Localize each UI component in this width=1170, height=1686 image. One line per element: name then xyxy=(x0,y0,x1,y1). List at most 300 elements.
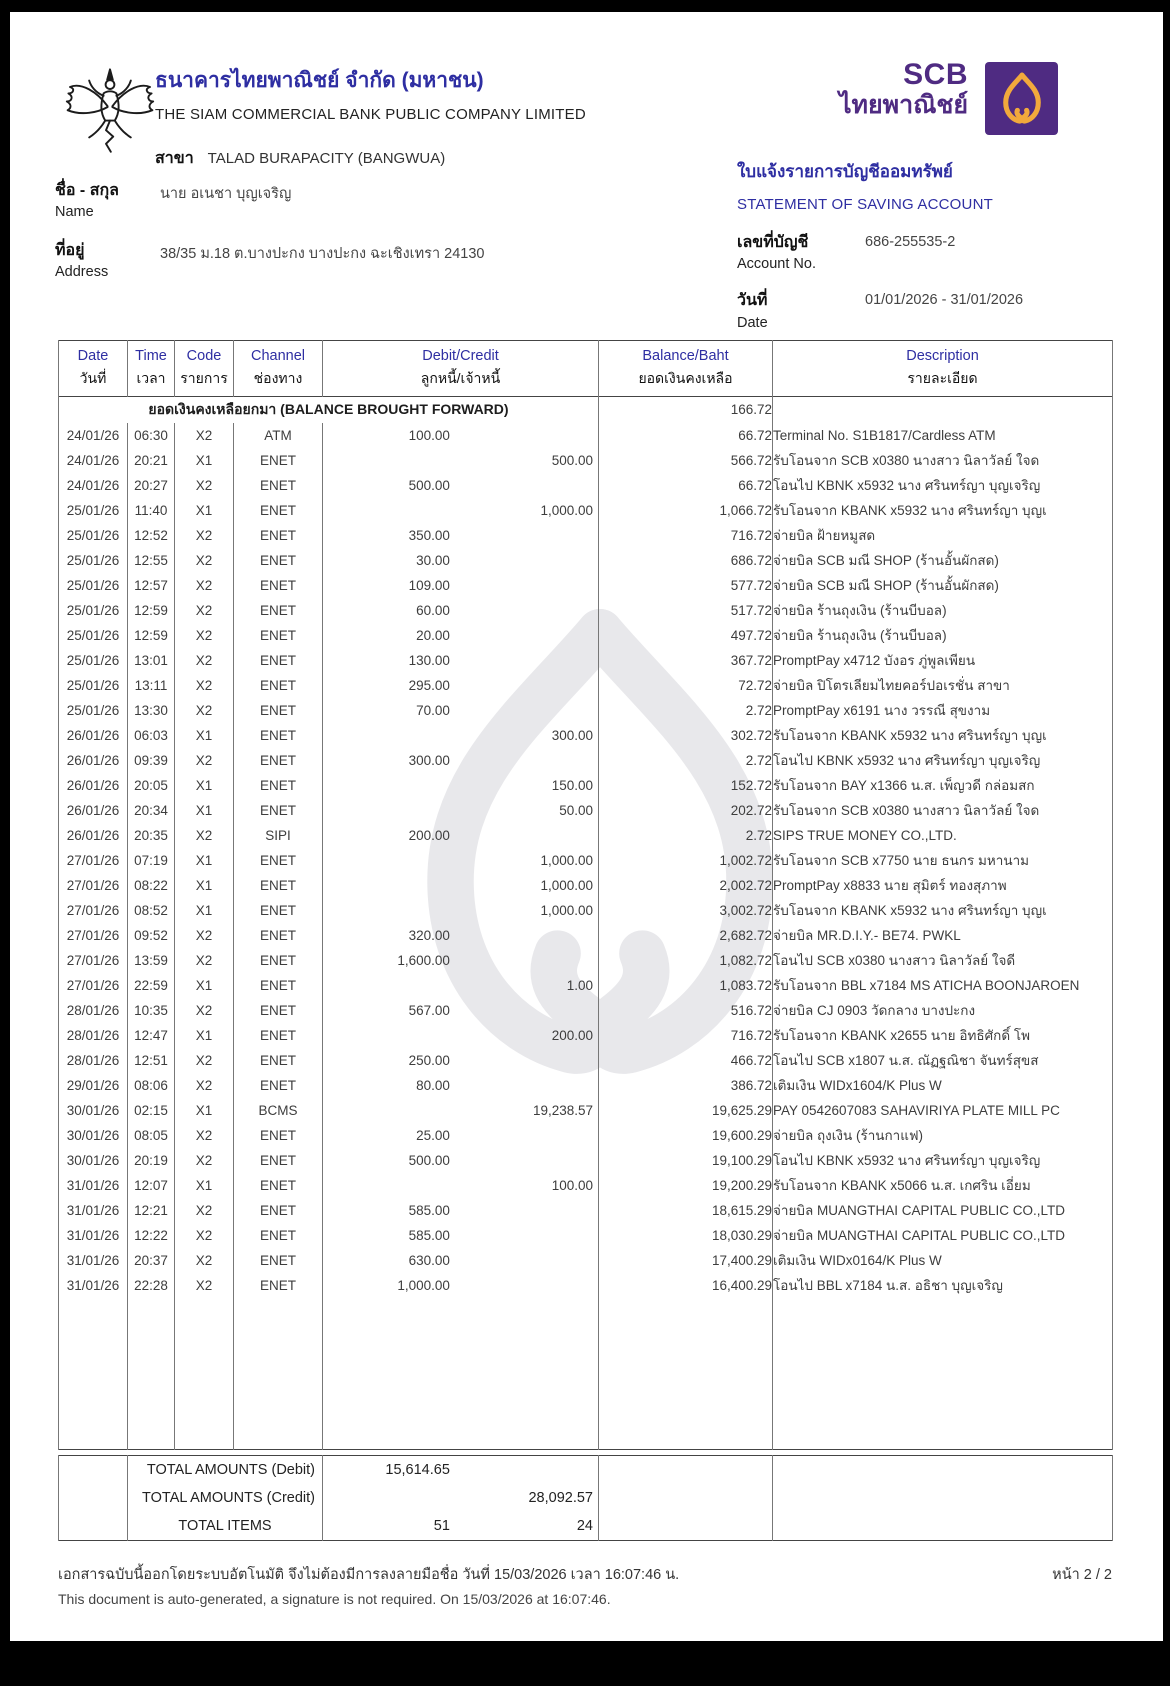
statement-title-thai: ใบแจ้งรายการบัญชีออมทรัพย์ xyxy=(737,162,953,181)
cell-time: 09:39 xyxy=(128,748,175,773)
debit-amount: 20.00 xyxy=(416,627,450,643)
cell-description: จ่ายบิล ถุงเงิน (ร้านกาแฟ) xyxy=(773,1123,1113,1148)
credit-amount xyxy=(450,828,598,843)
address-label-english: Address xyxy=(55,264,109,280)
debit-amount xyxy=(323,453,450,468)
credit-amount xyxy=(450,1228,598,1243)
footer-note-thai: เอกสารฉบับนี้ออกโดยระบบอัตโนมัติ จึงไม่ต้องมีการลงลายมือชื่อ วันที่ 15/03/2026 เวลา 16:07:46 น. xyxy=(58,1567,680,1583)
cell-description: PromptPay x4712 บังอร ภู่พูลเพียน xyxy=(773,648,1113,673)
debit-amount xyxy=(323,1103,450,1118)
cell-balance: 577.72 xyxy=(599,573,773,598)
cell-time: 20:05 xyxy=(128,773,175,798)
cell-debit-credit xyxy=(323,1098,599,1123)
cell-description: จ่ายบิล ฝ้ายหมูสด xyxy=(773,523,1113,548)
cell-time: 20:27 xyxy=(128,473,175,498)
table-row xyxy=(59,848,1113,873)
table-row xyxy=(59,1248,1113,1273)
debit-amount: 30.00 xyxy=(416,552,450,568)
cell-description: รับโอนจาก KBANK x2655 นาย อิทธิศักดิ์ โพ xyxy=(773,1023,1113,1048)
bank-name-english: THE SIAM COMMERCIAL BANK PUBLIC COMPANY LIMITED xyxy=(155,106,586,123)
cell-balance: 566.72 xyxy=(599,448,773,473)
table-row xyxy=(59,473,1113,498)
cell-date: 27/01/26 xyxy=(59,973,128,998)
cell-code: X1 xyxy=(175,773,234,798)
cell-balance: 2,002.72 xyxy=(599,873,773,898)
table-row xyxy=(59,598,1113,623)
table-row xyxy=(59,1123,1113,1148)
cell-description: โอนไป SCB x0380 นางสาว นิลาวัลย์ ใจดี xyxy=(773,948,1113,973)
branch-label: สาขา xyxy=(155,150,194,167)
cell-date: 29/01/26 xyxy=(59,1073,128,1098)
cell-balance: 19,100.29 xyxy=(599,1148,773,1173)
cell-description: PromptPay x8833 นาย สุมิตร์ ทองสุภาพ xyxy=(773,873,1113,898)
table-row xyxy=(59,648,1113,673)
cell-debit-credit xyxy=(323,1248,599,1273)
table-row xyxy=(59,448,1113,473)
cell-code: X2 xyxy=(175,1148,234,1173)
credit-amount xyxy=(450,628,598,643)
cell-time: 20:37 xyxy=(128,1248,175,1273)
cell-date: 25/01/26 xyxy=(59,548,128,573)
cell-date: 24/01/26 xyxy=(59,473,128,498)
cell-balance: 1,082.72 xyxy=(599,948,773,973)
cell-date: 26/01/26 xyxy=(59,798,128,823)
cell-time: 07:19 xyxy=(128,848,175,873)
cell-description: จ่ายบิล ร้านถุงเงิน (ร้านบีบอล) xyxy=(773,623,1113,648)
cell-time: 12:51 xyxy=(128,1048,175,1073)
cell-channel: ENET xyxy=(234,573,323,598)
cell-date: 30/01/26 xyxy=(59,1123,128,1148)
name-label-thai: ชื่อ - สกุล xyxy=(55,182,119,199)
cell-balance: 466.72 xyxy=(599,1048,773,1073)
column-header-code: Code รายการ xyxy=(175,341,234,397)
debit-amount: 25.00 xyxy=(416,1127,450,1143)
cell-channel: ENET xyxy=(234,948,323,973)
cell-balance: 2.72 xyxy=(599,698,773,723)
table-row xyxy=(59,798,1113,823)
cell-channel: ATM xyxy=(234,423,323,448)
cell-date: 30/01/26 xyxy=(59,1148,128,1173)
cell-channel: ENET xyxy=(234,673,323,698)
credit-amount xyxy=(450,1153,598,1168)
credit-amount: 50.00 xyxy=(559,802,593,818)
cell-balance: 716.72 xyxy=(599,1023,773,1048)
cell-date: 25/01/26 xyxy=(59,523,128,548)
cell-channel: ENET xyxy=(234,1198,323,1223)
credit-amount: 150.00 xyxy=(551,777,593,793)
cell-time: 13:01 xyxy=(128,648,175,673)
cell-debit-credit xyxy=(323,423,599,448)
cell-balance: 686.72 xyxy=(599,548,773,573)
cell-time: 10:35 xyxy=(128,998,175,1023)
cell-balance: 72.72 xyxy=(599,673,773,698)
debit-amount: 300.00 xyxy=(408,752,450,768)
debit-amount: 70.00 xyxy=(416,702,450,718)
cell-code: X2 xyxy=(175,648,234,673)
table-row xyxy=(59,898,1113,923)
cell-balance: 19,625.29 xyxy=(599,1098,773,1123)
credit-amount xyxy=(450,578,598,593)
table-row xyxy=(59,1223,1113,1248)
cell-balance: 367.72 xyxy=(599,648,773,673)
statement-title-english: STATEMENT OF SAVING ACCOUNT xyxy=(737,196,993,213)
cell-debit-credit xyxy=(323,873,599,898)
cell-debit-credit xyxy=(323,923,599,948)
debit-amount xyxy=(323,778,450,793)
cell-debit-credit xyxy=(323,1273,599,1298)
cell-balance: 18,030.29 xyxy=(599,1223,773,1248)
credit-amount xyxy=(450,553,598,568)
cell-date: 31/01/26 xyxy=(59,1273,128,1298)
table-row xyxy=(59,1173,1113,1198)
cell-debit-credit xyxy=(323,1023,599,1048)
debit-amount xyxy=(323,803,450,818)
table-row xyxy=(59,498,1113,523)
cell-time: 12:52 xyxy=(128,523,175,548)
cell-code: X1 xyxy=(175,1098,234,1123)
cell-code: X1 xyxy=(175,498,234,523)
cell-time: 12:47 xyxy=(128,1023,175,1048)
footer-note-english: This document is auto-generated, a signature is not required. On 15/03/2026 at 16:07:46. xyxy=(58,1591,611,1607)
debit-amount: 630.00 xyxy=(408,1252,450,1268)
debit-amount: 109.00 xyxy=(408,577,450,593)
cell-description: รับโอนจาก SCB x0380 นางสาว นิลาวัลย์ ใจด xyxy=(773,448,1113,473)
credit-amount: 300.00 xyxy=(551,727,593,743)
cell-time: 20:19 xyxy=(128,1148,175,1173)
cell-time: 12:22 xyxy=(128,1223,175,1248)
cell-debit-credit xyxy=(323,623,599,648)
cell-time: 02:15 xyxy=(128,1098,175,1123)
cell-channel: ENET xyxy=(234,1148,323,1173)
cell-debit-credit xyxy=(323,748,599,773)
cell-balance: 1,083.72 xyxy=(599,973,773,998)
cell-debit-credit xyxy=(323,1073,599,1098)
date-label-thai: วันที่ xyxy=(737,292,768,309)
total-debit-label: TOTAL AMOUNTS (Debit) xyxy=(128,1456,323,1485)
cell-code: X2 xyxy=(175,573,234,598)
cell-time: 12:07 xyxy=(128,1173,175,1198)
cell-debit-credit xyxy=(323,473,599,498)
cell-code: X2 xyxy=(175,423,234,448)
date-label-english: Date xyxy=(737,315,768,331)
credit-amount xyxy=(450,1128,598,1143)
cell-code: X2 xyxy=(175,1273,234,1298)
credit-amount xyxy=(450,1053,598,1068)
credit-amount: 19,238.57 xyxy=(532,1102,593,1118)
cell-balance: 16,400.29 xyxy=(599,1273,773,1298)
account-number-value: 686-255535-2 xyxy=(865,234,956,250)
cell-balance: 516.72 xyxy=(599,998,773,1023)
debit-amount xyxy=(323,853,450,868)
cell-channel: ENET xyxy=(234,923,323,948)
credit-amount xyxy=(450,953,598,968)
cell-balance: 2.72 xyxy=(599,748,773,773)
cell-code: X2 xyxy=(175,698,234,723)
debit-amount: 200.00 xyxy=(408,827,450,843)
cell-channel: ENET xyxy=(234,873,323,898)
cell-date: 28/01/26 xyxy=(59,998,128,1023)
cell-description: เติมเงิน WIDx0164/K Plus W xyxy=(773,1248,1113,1273)
cell-code: X1 xyxy=(175,1023,234,1048)
cell-debit-credit xyxy=(323,773,599,798)
cell-code: X2 xyxy=(175,923,234,948)
cell-date: 27/01/26 xyxy=(59,948,128,973)
cell-description: PAY 0542607083 SAHAVIRIYA PLATE MILL PC xyxy=(773,1098,1113,1123)
cell-debit-credit xyxy=(323,1048,599,1073)
total-items-label: TOTAL ITEMS xyxy=(128,1512,323,1541)
debit-amount: 80.00 xyxy=(416,1077,450,1093)
cell-date: 28/01/26 xyxy=(59,1023,128,1048)
cell-balance: 1,002.72 xyxy=(599,848,773,873)
cell-description: โอนไป KBNK x5932 นาง ศรินทร์ญา บุญเจริญ xyxy=(773,473,1113,498)
cell-debit-credit xyxy=(323,498,599,523)
column-header-date: Date วันที่ xyxy=(59,341,128,397)
credit-amount xyxy=(450,678,598,693)
cell-debit-credit xyxy=(323,973,599,998)
table-row xyxy=(59,873,1113,898)
credit-amount: 1,000.00 xyxy=(540,902,593,918)
cell-time: 11:40 xyxy=(128,498,175,523)
column-header-balance-baht: Balance/Baht ยอดเงินคงเหลือ xyxy=(599,341,773,397)
table-row xyxy=(59,923,1113,948)
cell-date: 31/01/26 xyxy=(59,1198,128,1223)
cell-code: X1 xyxy=(175,873,234,898)
cell-time: 08:52 xyxy=(128,898,175,923)
table-header-row xyxy=(59,341,1113,397)
cell-channel: ENET xyxy=(234,598,323,623)
cell-date: 25/01/26 xyxy=(59,648,128,673)
cell-date: 25/01/26 xyxy=(59,498,128,523)
cell-code: X1 xyxy=(175,448,234,473)
statement-page xyxy=(10,12,1163,1641)
table-row xyxy=(59,748,1113,773)
debit-amount: 500.00 xyxy=(408,1152,450,1168)
cell-debit-credit xyxy=(323,598,599,623)
table-row xyxy=(59,1198,1113,1223)
cell-code: X2 xyxy=(175,1248,234,1273)
cell-code: X2 xyxy=(175,1123,234,1148)
total-items-row xyxy=(59,1512,1113,1541)
cell-channel: ENET xyxy=(234,623,323,648)
cell-channel: ENET xyxy=(234,548,323,573)
debit-amount xyxy=(323,903,450,918)
cell-channel: ENET xyxy=(234,698,323,723)
cell-code: X2 xyxy=(175,748,234,773)
cell-debit-credit xyxy=(323,1198,599,1223)
cell-debit-credit xyxy=(323,448,599,473)
cell-debit-credit xyxy=(323,998,599,1023)
cell-channel: ENET xyxy=(234,1048,323,1073)
credit-amount xyxy=(450,428,598,443)
cell-debit-credit xyxy=(323,573,599,598)
cell-description: จ่ายบิล MR.D.I.Y.- BE74. PWKL xyxy=(773,923,1113,948)
credit-amount: 1,000.00 xyxy=(540,852,593,868)
cell-description: รับโอนจาก SCB x0380 นางสาว นิลาวัลย์ ใจด xyxy=(773,798,1113,823)
credit-amount xyxy=(450,1253,598,1268)
cell-channel: ENET xyxy=(234,898,323,923)
cell-channel: ENET xyxy=(234,848,323,873)
cell-debit-credit xyxy=(323,1223,599,1248)
cell-description: จ่ายบิล ปิโตรเลียมไทยคอร์ปอเรชั่น สาขา xyxy=(773,673,1113,698)
table-row xyxy=(59,1073,1113,1098)
account-label-thai: เลขที่บัญชี xyxy=(737,234,809,251)
debit-amount xyxy=(323,503,450,518)
cell-balance: 497.72 xyxy=(599,623,773,648)
cell-channel: SIPI xyxy=(234,823,323,848)
cell-description: โอนไป KBNK x5932 นาง ศรินทร์ญา บุญเจริญ xyxy=(773,1148,1113,1173)
cell-date: 25/01/26 xyxy=(59,698,128,723)
credit-amount xyxy=(450,928,598,943)
table-row xyxy=(59,1098,1113,1123)
credit-amount xyxy=(450,753,598,768)
cell-channel: ENET xyxy=(234,1273,323,1298)
cell-channel: ENET xyxy=(234,998,323,1023)
credit-amount xyxy=(450,1003,598,1018)
debit-amount: 320.00 xyxy=(408,927,450,943)
cell-channel: ENET xyxy=(234,1123,323,1148)
cell-code: X2 xyxy=(175,1198,234,1223)
cell-date: 25/01/26 xyxy=(59,598,128,623)
cell-balance: 202.72 xyxy=(599,798,773,823)
cell-balance: 66.72 xyxy=(599,423,773,448)
column-header-time: Time เวลา xyxy=(128,341,175,397)
cell-code: X2 xyxy=(175,1073,234,1098)
branch-line xyxy=(155,146,445,171)
cell-channel: ENET xyxy=(234,748,323,773)
cell-channel: ENET xyxy=(234,1248,323,1273)
cell-debit-credit xyxy=(323,798,599,823)
cell-time: 12:57 xyxy=(128,573,175,598)
cell-time: 22:28 xyxy=(128,1273,175,1298)
cell-balance: 18,615.29 xyxy=(599,1198,773,1223)
cell-date: 24/01/26 xyxy=(59,448,128,473)
cell-code: X1 xyxy=(175,723,234,748)
cell-description: รับโอนจาก SCB x7750 นาย ธนกร มหานาม xyxy=(773,848,1113,873)
credit-amount xyxy=(450,1278,598,1293)
cell-description: จ่ายบิล MUANGTHAI CAPITAL PUBLIC CO.,LTD xyxy=(773,1223,1113,1248)
address-value: 38/35 ม.18 ต.บางปะกง บางปะกง ฉะเชิงเทรา 24130 xyxy=(160,246,485,262)
cell-code: X2 xyxy=(175,598,234,623)
cell-time: 08:05 xyxy=(128,1123,175,1148)
cell-code: X2 xyxy=(175,948,234,973)
cell-debit-credit xyxy=(323,548,599,573)
cell-code: X2 xyxy=(175,523,234,548)
table-row xyxy=(59,698,1113,723)
cell-code: X1 xyxy=(175,973,234,998)
table-row xyxy=(59,773,1113,798)
cell-code: X1 xyxy=(175,898,234,923)
cell-date: 27/01/26 xyxy=(59,923,128,948)
cell-date: 26/01/26 xyxy=(59,773,128,798)
cell-date: 24/01/26 xyxy=(59,423,128,448)
debit-amount xyxy=(323,978,450,993)
cell-time: 20:34 xyxy=(128,798,175,823)
cell-code: X2 xyxy=(175,1223,234,1248)
bbf-balance: 166.72 xyxy=(599,397,773,423)
empty-filler-row xyxy=(59,1298,1113,1450)
table-row xyxy=(59,673,1113,698)
cell-code: X2 xyxy=(175,673,234,698)
cell-code: X2 xyxy=(175,473,234,498)
transactions-body xyxy=(59,341,1113,1450)
debit-amount: 500.00 xyxy=(408,477,450,493)
cell-description: โอนไป KBNK x5932 นาง ศรินทร์ญา บุญเจริญ xyxy=(773,748,1113,773)
cell-balance: 66.72 xyxy=(599,473,773,498)
column-header-debit-credit: Debit/Credit ลูกหนี้/เจ้าหนี้ xyxy=(323,341,599,397)
cell-description: โอนไป BBL x7184 น.ส. อธิชา บุญเจริญ xyxy=(773,1273,1113,1298)
bank-name-thai: ธนาคารไทยพาณิชย์ จำกัด (มหาชน) xyxy=(155,69,484,92)
cell-channel: ENET xyxy=(234,798,323,823)
debit-amount xyxy=(323,1178,450,1193)
name-label-english: Name xyxy=(55,204,94,220)
cell-time: 08:06 xyxy=(128,1073,175,1098)
cell-date: 27/01/26 xyxy=(59,898,128,923)
cell-date: 27/01/26 xyxy=(59,848,128,873)
balance-brought-forward-row xyxy=(59,397,1113,423)
cell-time: 06:03 xyxy=(128,723,175,748)
cell-debit-credit xyxy=(323,673,599,698)
cell-balance: 517.72 xyxy=(599,598,773,623)
credit-amount: 200.00 xyxy=(551,1027,593,1043)
debit-amount xyxy=(323,728,450,743)
table-row xyxy=(59,1273,1113,1298)
table-row xyxy=(59,998,1113,1023)
debit-amount xyxy=(323,1028,450,1043)
cell-time: 12:55 xyxy=(128,548,175,573)
cell-description: รับโอนจาก BAY x1366 น.ส. เพ็ญวดี กล่อมสก xyxy=(773,773,1113,798)
credit-amount xyxy=(450,653,598,668)
cell-debit-credit xyxy=(323,723,599,748)
cell-balance: 2.72 xyxy=(599,823,773,848)
cell-debit-credit xyxy=(323,823,599,848)
table-row xyxy=(59,723,1113,748)
cell-description: เติมเงิน WIDx1604/K Plus W xyxy=(773,1073,1113,1098)
garuda-emblem-icon xyxy=(62,55,158,167)
cell-date: 28/01/26 xyxy=(59,1048,128,1073)
cell-date: 25/01/26 xyxy=(59,573,128,598)
table-row xyxy=(59,1148,1113,1173)
cell-time: 08:22 xyxy=(128,873,175,898)
cell-code: X2 xyxy=(175,623,234,648)
cell-code: X1 xyxy=(175,848,234,873)
cell-code: X2 xyxy=(175,998,234,1023)
cell-balance: 716.72 xyxy=(599,523,773,548)
debit-amount: 100.00 xyxy=(408,427,450,443)
total-debit-value: 15,614.65 xyxy=(385,1462,450,1479)
cell-description: รับโอนจาก KBANK x5932 นาง ศรินทร์ญา บุญเ xyxy=(773,498,1113,523)
table-row xyxy=(59,823,1113,848)
cell-channel: ENET xyxy=(234,1073,323,1098)
cell-description: จ่ายบิล MUANGTHAI CAPITAL PUBLIC CO.,LTD xyxy=(773,1198,1113,1223)
cell-date: 31/01/26 xyxy=(59,1223,128,1248)
credit-amount xyxy=(450,528,598,543)
debit-amount xyxy=(323,878,450,893)
credit-amount xyxy=(450,1203,598,1218)
debit-amount: 295.00 xyxy=(408,677,450,693)
page-number: หน้า 2 / 2 xyxy=(1052,1567,1112,1583)
cell-debit-credit xyxy=(323,1123,599,1148)
cell-channel: ENET xyxy=(234,973,323,998)
bbf-label: ยอดเงินคงเหลือยกมา (BALANCE BROUGHT FORWARD) xyxy=(59,397,599,423)
cell-date: 25/01/26 xyxy=(59,673,128,698)
cell-channel: ENET xyxy=(234,473,323,498)
cell-code: X2 xyxy=(175,548,234,573)
cell-balance: 19,200.29 xyxy=(599,1173,773,1198)
cell-date: 31/01/26 xyxy=(59,1173,128,1198)
scb-logo-icon xyxy=(985,62,1058,135)
table-row xyxy=(59,973,1113,998)
transactions-table xyxy=(58,340,1113,1450)
